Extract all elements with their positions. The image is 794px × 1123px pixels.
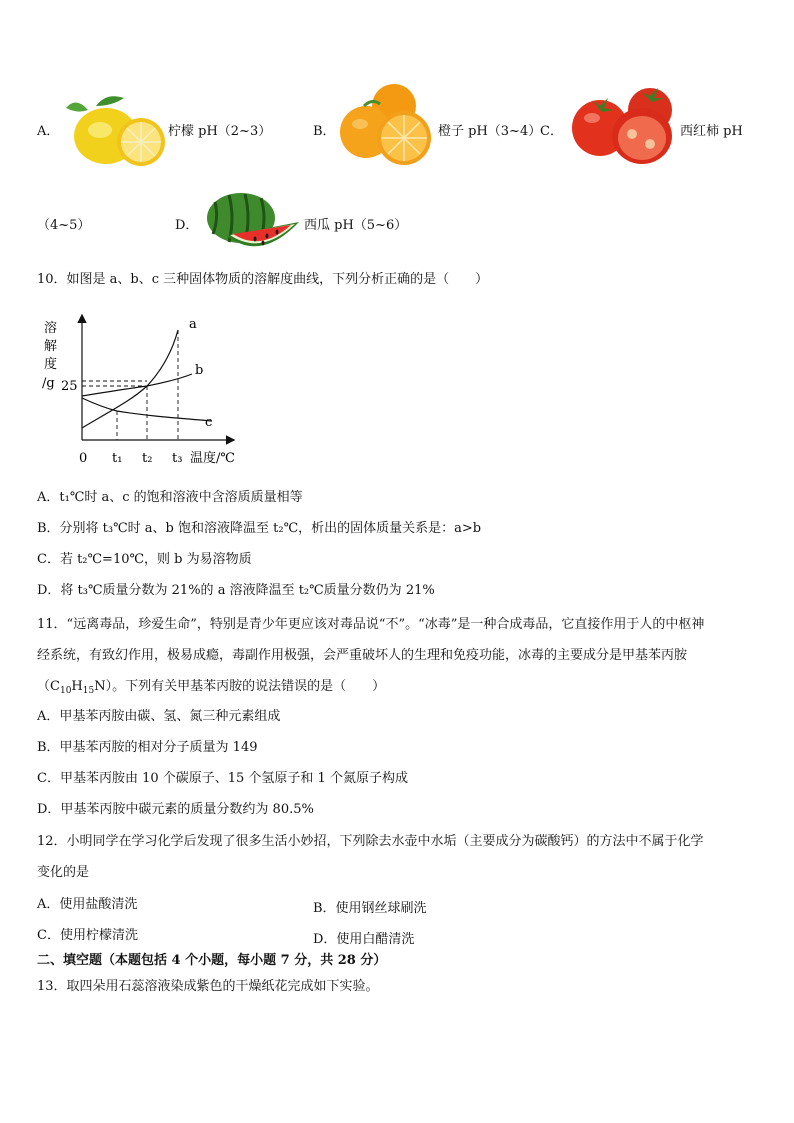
q10-option-c: C．若 t₂℃=10℃，则 b 为易溶物质 <box>37 552 252 567</box>
tomato-icon <box>570 86 676 170</box>
formula-h: H <box>71 679 83 694</box>
q11-option-d: D．甲基苯丙胺中碳元素的质量分数约为 80.5% <box>37 802 314 817</box>
orange-icon <box>338 84 438 166</box>
option-a-text: 柠檬 pH（2~3） <box>168 124 272 139</box>
q11-stem-line2: 经系统，有致幻作用，极易成瘾，毒副作用极强，会严重破坏人的生理和免疫功能，冰毒的主要成分是甲基苯丙胺 <box>37 648 688 663</box>
q10-stem: 10．如图是 a、b、c 三种固体物质的溶解度曲线，下列分析正确的是（ ） <box>37 272 489 287</box>
formula-c-sub: 10 <box>59 686 72 696</box>
q13-stem: 13．取四朵用石蕊溶液染成紫色的干燥纸花完成如下实验。 <box>37 979 379 994</box>
q12-option-a: A．使用盐酸清洗 <box>37 897 138 912</box>
solubility-chart <box>37 310 247 470</box>
ylabel-char-2: 解 <box>44 339 58 354</box>
option-c-letter: C． <box>540 124 563 139</box>
option-b-text: 橙子 pH（3~4） <box>438 124 542 139</box>
q11-paren-open: （ <box>37 679 51 694</box>
q11-option-b: B．甲基苯丙胺的相对分子质量为 149 <box>37 740 258 755</box>
series-b-label: b <box>195 363 204 378</box>
ylabel-char-1: 溶 <box>44 321 58 336</box>
option-b-letter: B． <box>313 124 336 139</box>
x-tick-0: 0 <box>79 451 88 466</box>
lemon-icon <box>66 92 166 170</box>
ylabel-char-3: 度 <box>44 357 58 372</box>
q12-stem-line1: 12．小明同学在学习化学后发现了很多生活小妙招，下列除去水壶中水垢（主要成分为碳酸钙）的方法中不属于化学 <box>37 834 704 849</box>
option-d-letter: D． <box>175 218 199 233</box>
ylabel-char-4: /g <box>42 376 55 391</box>
formula-h-sub: 15 <box>82 686 95 696</box>
q11-option-a: A．甲基苯丙胺由碳、氢、氮三种元素组成 <box>37 709 281 724</box>
x-tick-t2: t₂ <box>142 451 153 466</box>
q11-stem-line3 <box>37 679 385 699</box>
q11-option-c: C．甲基苯丙胺由 10 个碳原子、15 个氢原子和 1 个氮原子构成 <box>37 771 408 786</box>
option-d-text: 西瓜 pH（5~6） <box>304 218 408 233</box>
formula-n: N <box>94 679 106 694</box>
formula-c: C <box>50 679 60 694</box>
q10-option-b: B．分别将 t₃℃时 a、b 饱和溶液降温至 t₂℃，析出的固体质量关系是：a>b <box>37 521 482 536</box>
option-a-letter: A． <box>37 124 60 139</box>
option-c-text: 西红柿 pH <box>680 124 743 139</box>
q12-option-d: D．使用白醋清洗 <box>313 932 415 947</box>
x-tick-t3: t₃ <box>172 451 183 466</box>
q11-stem-tail: ）。下列有关甲基苯丙胺的说法错误的是（ ） <box>105 679 386 694</box>
option-c-text-cont: （4~5） <box>37 218 91 233</box>
q10-option-a: A．t₁℃时 a、c 的饱和溶液中含溶质质量相等 <box>37 490 303 505</box>
q11-stem-line1: 11．“远离毒品，珍爱生命”，特别是青少年更应该对毒品说“不”。“冰毒”是一种合成毒品，它直接作用于人的中枢神 <box>37 617 705 632</box>
y-tick-25: 25 <box>61 379 78 394</box>
q12-option-c: C．使用柠檬清洗 <box>37 928 138 943</box>
q10-option-d: D．将 t₃℃质量分数为 21%的 a 溶液降温至 t₂℃质量分数仍为 21% <box>37 583 435 598</box>
series-a-label: a <box>189 317 197 332</box>
series-c-label: c <box>205 415 213 430</box>
series-b-curve <box>82 374 192 396</box>
watermelon-icon <box>205 192 301 258</box>
x-tick-t1: t₁ <box>112 451 123 466</box>
x-axis-label: 温度/℃ <box>190 451 235 466</box>
q12-option-b: B．使用钢丝球刷洗 <box>313 901 427 916</box>
section-title: 二、填空题（本题包括 4 个小题，每小题 7 分，共 28 分） <box>37 953 387 968</box>
q12-stem-line2: 变化的是 <box>37 865 90 880</box>
